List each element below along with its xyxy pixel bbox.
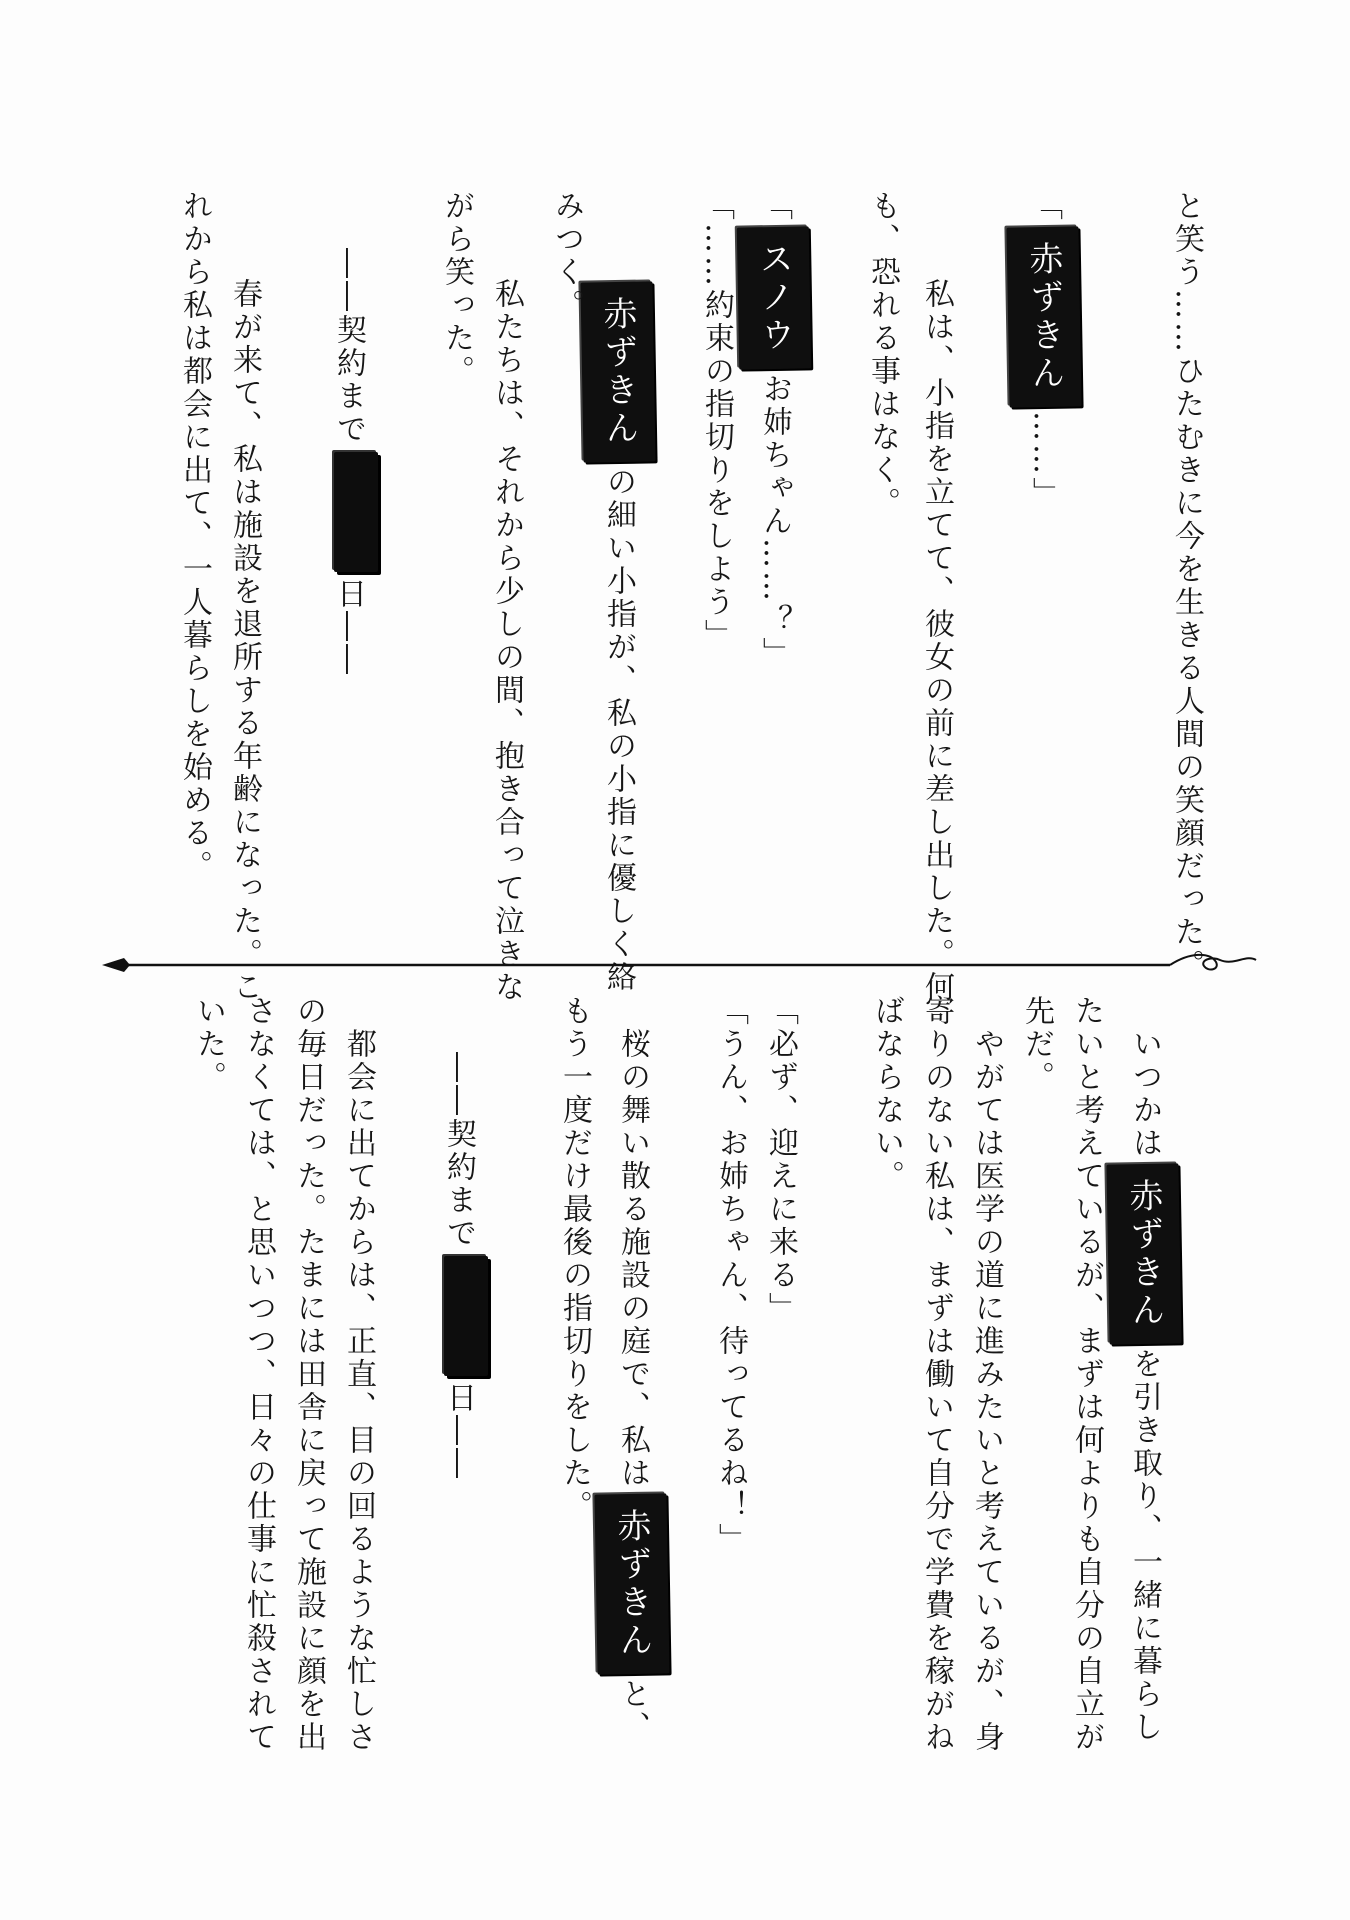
name-label: 赤ずきん: [580, 281, 655, 462]
text-run: 先だ。: [1019, 995, 1054, 1094]
text-column: [538, 190, 594, 322]
text-column: [166, 190, 222, 883]
text-column: [752, 995, 808, 1325]
text-column: [702, 995, 758, 1556]
text-column: [908, 995, 964, 1754]
text-run: 私たちは、それから少しの間、抱き合って泣きな: [489, 245, 524, 1004]
text-run: と笑う……ひたむきに今を生きる人間の笑顔だった。: [1169, 190, 1204, 982]
text-run: 日――: [331, 578, 366, 677]
text-run: みつく。: [549, 190, 584, 322]
text-column: [688, 190, 744, 652]
text-run: [601, 245, 636, 278]
text-column: [1158, 190, 1214, 982]
text-column: [428, 190, 484, 388]
text-run: の毎日だった。たまには田舎に戻って施設に顔を出: [291, 995, 326, 1754]
text-column: [908, 245, 964, 1004]
text-run: れから私は都会に出て、一人暮らしを始める。: [177, 190, 212, 883]
text-run: ばならない。: [869, 995, 904, 1193]
text-column: [320, 248, 378, 677]
text-run: いた。: [191, 995, 226, 1094]
text-column: [596, 995, 668, 1744]
text-run: いつかは: [1127, 995, 1162, 1160]
text-run: も、恐れる事はなく。: [865, 190, 900, 520]
text-run: 都会に出てからは、正直、目の回るような忙しさ: [341, 995, 376, 1754]
bottom-half: [0, 960, 1350, 1920]
text-column: [430, 1052, 488, 1481]
name-label: 赤ずきん: [594, 1493, 669, 1674]
text-run: 「必ず、迎えに来る」: [763, 995, 798, 1325]
text-column: [738, 190, 810, 670]
text-run: 寄りのない私は、まずは働いて自分で学費を稼がね: [919, 995, 954, 1754]
text-column: [478, 245, 534, 1004]
text-run: がら笑った。: [439, 190, 474, 388]
text-column: [1108, 995, 1180, 1744]
redacted-count-block: [444, 1256, 488, 1376]
text-run: もう一度だけ最後の指切りをした。: [557, 995, 592, 1523]
text-run: ――契約まで: [441, 1052, 476, 1250]
text-run: 「: [1027, 190, 1062, 223]
text-run: ……」: [1027, 411, 1062, 510]
text-run: 日――: [441, 1382, 476, 1481]
text-column: [958, 995, 1014, 1754]
text-run: たいと考えているが、まずは何よりも自分の自立が: [1069, 995, 1104, 1754]
name-label: 赤ずきん: [1106, 1163, 1181, 1344]
text-column: [180, 995, 236, 1094]
redacted-count-block: [334, 452, 378, 572]
text-column: [854, 190, 910, 520]
text-run: 春が来て、私は施設を退所する年齢になった。こ: [227, 245, 262, 1004]
text-run: 私は、小指を立てて、彼女の前に差し出した。何: [919, 245, 954, 1004]
text-column: [216, 245, 272, 1004]
text-run: 「……約束の指切りをしよう」: [699, 190, 734, 652]
text-run: ――契約まで: [331, 248, 366, 446]
text-run: 桜の舞い散る施設の庭で、私は: [615, 995, 650, 1490]
text-run: 「: [757, 190, 792, 223]
text-run: の細い小指が、私の小指に優しく絡: [601, 466, 636, 994]
name-label: 赤ずきん: [1006, 226, 1081, 407]
text-run: さなくては、と思いつつ、日々の仕事に忙殺されて: [241, 995, 276, 1754]
text-run: お姉ちゃん……？」: [757, 373, 792, 670]
text-run: と、: [615, 1678, 650, 1744]
text-column: [546, 995, 602, 1523]
text-column: [330, 995, 386, 1754]
text-run: 「うん、お姉ちゃん、待ってるね！」: [713, 995, 748, 1556]
text-column: [1058, 995, 1114, 1754]
name-label: スノウ: [737, 226, 811, 369]
text-column: [1008, 995, 1064, 1094]
text-column: [280, 995, 336, 1754]
text-column: [230, 995, 286, 1754]
text-column: [582, 245, 654, 994]
text-run: やがては医学の道に進みたいと考えているが、身: [969, 995, 1004, 1754]
text-run: を引き取り、一緒に暮らし: [1127, 1348, 1162, 1744]
text-column: [1008, 190, 1080, 510]
text-column: [858, 995, 914, 1193]
